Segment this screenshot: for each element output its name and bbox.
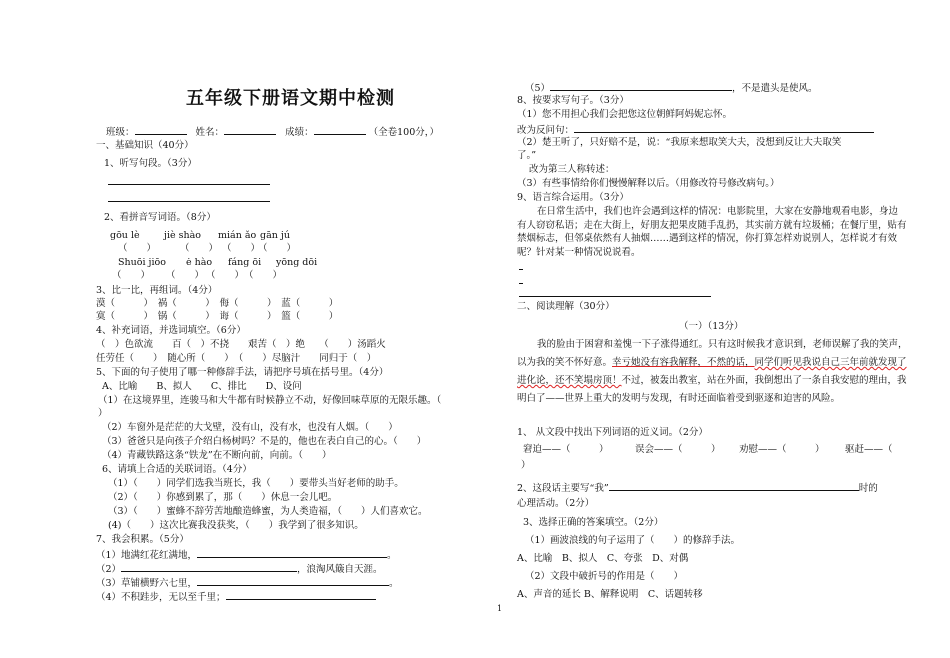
passage-part-a: 我的脸由于困窘和羞愧一下子涨得通红。只有这时候我才意识到，老师误解了我的笑声，以为我的笑不怀好意。 (517, 339, 908, 368)
q2-heading: 2、看拼音写词语。（8分） (104, 212, 216, 223)
q7-s5-text: （5） (525, 83, 551, 94)
q8-task-1 (517, 122, 874, 137)
r2-blank[interactable] (609, 480, 859, 491)
q8-task-1-blank[interactable] (574, 122, 874, 133)
q8-heading: 8、按要求写句子。（3分） (517, 95, 629, 106)
q8-task-1-label: 改为反问句： (517, 125, 575, 136)
r1-word-4[interactable]: 驱赶——（ (845, 444, 893, 455)
q1-answer-line-2[interactable] (108, 201, 270, 202)
passage-part-d: 不过，被轰出教室，站在外面，我倒想出了一条自我安慰的理由，我明白了——世界上重大的发明与发现，有时还面临着受到驱逐和迫害的风险。 (517, 375, 907, 404)
r3-sentence-2[interactable]: （2）文段中破折号的作用是（ ） (525, 571, 684, 582)
q7-heading: 7、我会积累。（5分） (96, 534, 189, 545)
section2-heading: 二、阅读理解（30分） (517, 301, 615, 312)
total-note: （全卷100分，） (368, 127, 440, 138)
q7-s4-blank[interactable] (226, 589, 376, 600)
q9-heading: 9、语言综合运用。（3分） (517, 192, 629, 203)
section1-heading: 一、基础知识（40分） (96, 140, 194, 151)
score-label: 成绩： (285, 127, 314, 138)
r1-word-2[interactable]: 误会——（ ） (635, 444, 721, 455)
pinyin-3: mián ǎo (218, 230, 257, 241)
r3-options-2: A、声音的延长 B、解释说明 C、话题转移 (517, 589, 703, 600)
score-blank[interactable] (314, 124, 366, 135)
pinyin-answer-1[interactable]: （ ） (118, 243, 157, 254)
q6-sentence-4[interactable]: (4)（ ）这次比赛我没获奖，（ ）我学到了很多知识。 (108, 520, 364, 531)
q8-task-2: 改为第三人称转述： (529, 164, 615, 175)
q3-row-1[interactable]: 漠（ ） 祸（ ） 侮（ ） 蓝（ ） (96, 298, 339, 309)
page-title: 五年级下册语文期中检测 (186, 88, 395, 109)
q7-sentence-5 (525, 80, 818, 95)
q7-s3-end: 。 (389, 578, 399, 589)
pinyin-2: jiè shào (164, 230, 202, 241)
r2-question (517, 480, 878, 495)
name-blank[interactable] (224, 124, 276, 135)
q1-heading: 1、听写句段。（3分） (104, 158, 197, 169)
pinyin-answer-3[interactable]: （ ） (222, 243, 261, 254)
q5-sentence-1[interactable]: （1）在这境界里，连骏马和大牛都有时候静立不动，好像回味草原的无限乐趣。（ (98, 395, 442, 406)
page-number: 1 (497, 604, 503, 613)
q7-s3-text: （3）草铺横野六七里， (96, 578, 198, 589)
header-fields (106, 124, 439, 139)
r2-text: 2、这段话主要写“我” (517, 483, 609, 494)
q9-answer-mark-2 (519, 283, 523, 284)
q9-answer-mark-1 (519, 269, 523, 270)
q7-sentence-3 (96, 575, 399, 590)
q7-s5-blank[interactable] (550, 80, 732, 91)
q7-sentence-2 (96, 561, 383, 576)
q5-sentence-1-end: ） (98, 408, 108, 419)
q7-s5-end: ，不是遣头是使风。 (732, 83, 818, 94)
pinyin-answer-6[interactable]: （ ） (166, 270, 205, 281)
pinyin-1: gōu lè (110, 230, 140, 241)
q5-options: A、比喻 B、拟人 C、排比 D、设问 (102, 381, 302, 392)
q9-paragraph: 在日常生活中，我们也许会遇到这样的情况：电影院里，大家在安静地观看电影，身边有人窃窃私语；走在大街上，好朋友把果皮随手乱扔，其实前方就有垃圾桶；在餐厅里，贴有禁烟标志，但邻桌依然有人抽烟……遇到这样的情况，你打算怎样劝说别人，怎样说才有效呢？针对某一种情况说说看。 (517, 206, 907, 258)
q5-heading: 5、下面的句子使用了哪一种修辞手法，请把序号填在括号里。（4分） (96, 367, 389, 378)
r1-word-3[interactable]: 劝慰——（ ） (739, 444, 825, 455)
r1-heading: 1、 从文段中找出下列词语的近义词。（2分） (517, 427, 708, 438)
r1-word-1[interactable]: 窘迫——（ ） (523, 444, 609, 455)
q7-s2-blank[interactable] (121, 561, 297, 572)
passage-text (517, 336, 909, 408)
q1-answer-line-1[interactable] (108, 184, 270, 185)
pinyin-8: yōng dōi (276, 257, 318, 268)
passage-part-b: 幸亏她没有容我解释，不然的话， (612, 357, 755, 368)
pinyin-answer-8[interactable]: （ ） (244, 270, 283, 281)
q8-sentence-3: （3）有些事情给你们慢慢解释以后。（用修改符号修改病句。） (517, 178, 780, 189)
q6-sentence-2[interactable]: （2）（ ）你感到累了，那（ ）休息一会儿吧。 (108, 492, 338, 503)
q8-sentence-2-end: 了。” (517, 150, 537, 161)
q3-row-2[interactable]: 寞（ ） 锅（ ） 诲（ ） 篮（ ） (96, 311, 339, 322)
q5-sentence-3[interactable]: （3）爸爸只是向孩子介绍白杨树吗？不是的，他也在表白自己的心。（ ） (102, 436, 427, 447)
r2-end: 时的 (858, 483, 878, 494)
r3-sentence-1[interactable]: （1）画波浪线的句子运用了（ ）的修辞手法。 (525, 535, 741, 546)
class-blank[interactable] (135, 124, 187, 135)
r3-heading: 3、选择正确的答案填空。（2分） (523, 517, 664, 528)
q4-row-2[interactable]: 任劳任（ ） 随心所（ ） （ ）尽脑汁 同归于（ ） (96, 353, 377, 364)
pinyin-4: gān jú (260, 230, 290, 241)
q7-s4-text: （4）不积跬步，无以至千里； (96, 592, 226, 603)
q8-sentence-1: （1）您不用担心我们会把您这位朝鲜阿妈妮忘怀。 (517, 109, 733, 120)
q5-sentence-4[interactable]: （4）青藏铁路这条“铁龙”在不断向前，向前。（ ） (102, 450, 332, 461)
q7-s2-text: （2） (96, 564, 122, 575)
pinyin-answer-4[interactable]: （ ） (258, 243, 297, 254)
q7-s1-text: （1）地满红花红满地， (96, 550, 198, 561)
pinyin-answer-7[interactable]: （ ） (206, 270, 245, 281)
pinyin-answer-2[interactable]: （ ） (180, 243, 219, 254)
q7-s2-end: ，浪淘风簸自天涯。 (297, 564, 383, 575)
pinyin-5: Shuōi jiōo (118, 257, 166, 268)
q6-heading: 6、请填上合适的关联词语。（4分） (102, 464, 252, 475)
class-label: 班级： (106, 127, 135, 138)
q4-row-1[interactable]: （ ）色欲流 百（ ）不挠 艰苦（ ）绝 （ ）汤蹈火 (96, 339, 386, 350)
q6-sentence-3[interactable]: （3）（ ）蜜蜂不辞劳苦地酿造蜂蜜，为人类造福，（ ）人们喜欢它。 (108, 506, 428, 517)
q3-heading: 3、比一比，再组词。（4分） (96, 285, 218, 296)
q5-sentence-2[interactable]: （2）车窗外是茫茫的大戈壁，没有山，没有水，也没有人烟。（ ） (102, 422, 398, 433)
q9-answer-line[interactable] (519, 296, 711, 297)
q7-s3-blank[interactable] (197, 575, 389, 586)
q7-s1-blank[interactable] (197, 547, 387, 558)
pinyin-answer-5[interactable]: （ ） (112, 270, 151, 281)
r1-end: ） (521, 460, 531, 471)
name-label: 姓名： (195, 127, 225, 138)
pinyin-6: ė hào (186, 257, 213, 268)
q8-sentence-2: （2）楚王听了，只好赔不是，说：“我原来想取笑大夫，没想到反让大夫取笑 (517, 137, 842, 148)
q7-s1-end: 。 (387, 550, 397, 561)
r3-options-1: A、比喻 B、拟人 C、夸张 D、对偶 (517, 553, 689, 564)
q4-heading: 4、补充词语，并选词填空。（6分） (96, 325, 246, 336)
r2-continuation: 心理活动。（2分） (517, 498, 595, 509)
pinyin-7: fáng ōi (228, 257, 262, 268)
passage-part-c: 同学们听见我说自己三年前就发现了进化论，还不笑塌房顶！ (517, 357, 907, 386)
q7-sentence-1 (96, 547, 397, 562)
q7-sentence-4 (96, 589, 376, 604)
passage-title: （一）（13分） (679, 321, 744, 332)
q6-sentence-1[interactable]: （1）（ ）同学们选我当班长，我（ ）要带头当好老师的助手。 (108, 478, 404, 489)
